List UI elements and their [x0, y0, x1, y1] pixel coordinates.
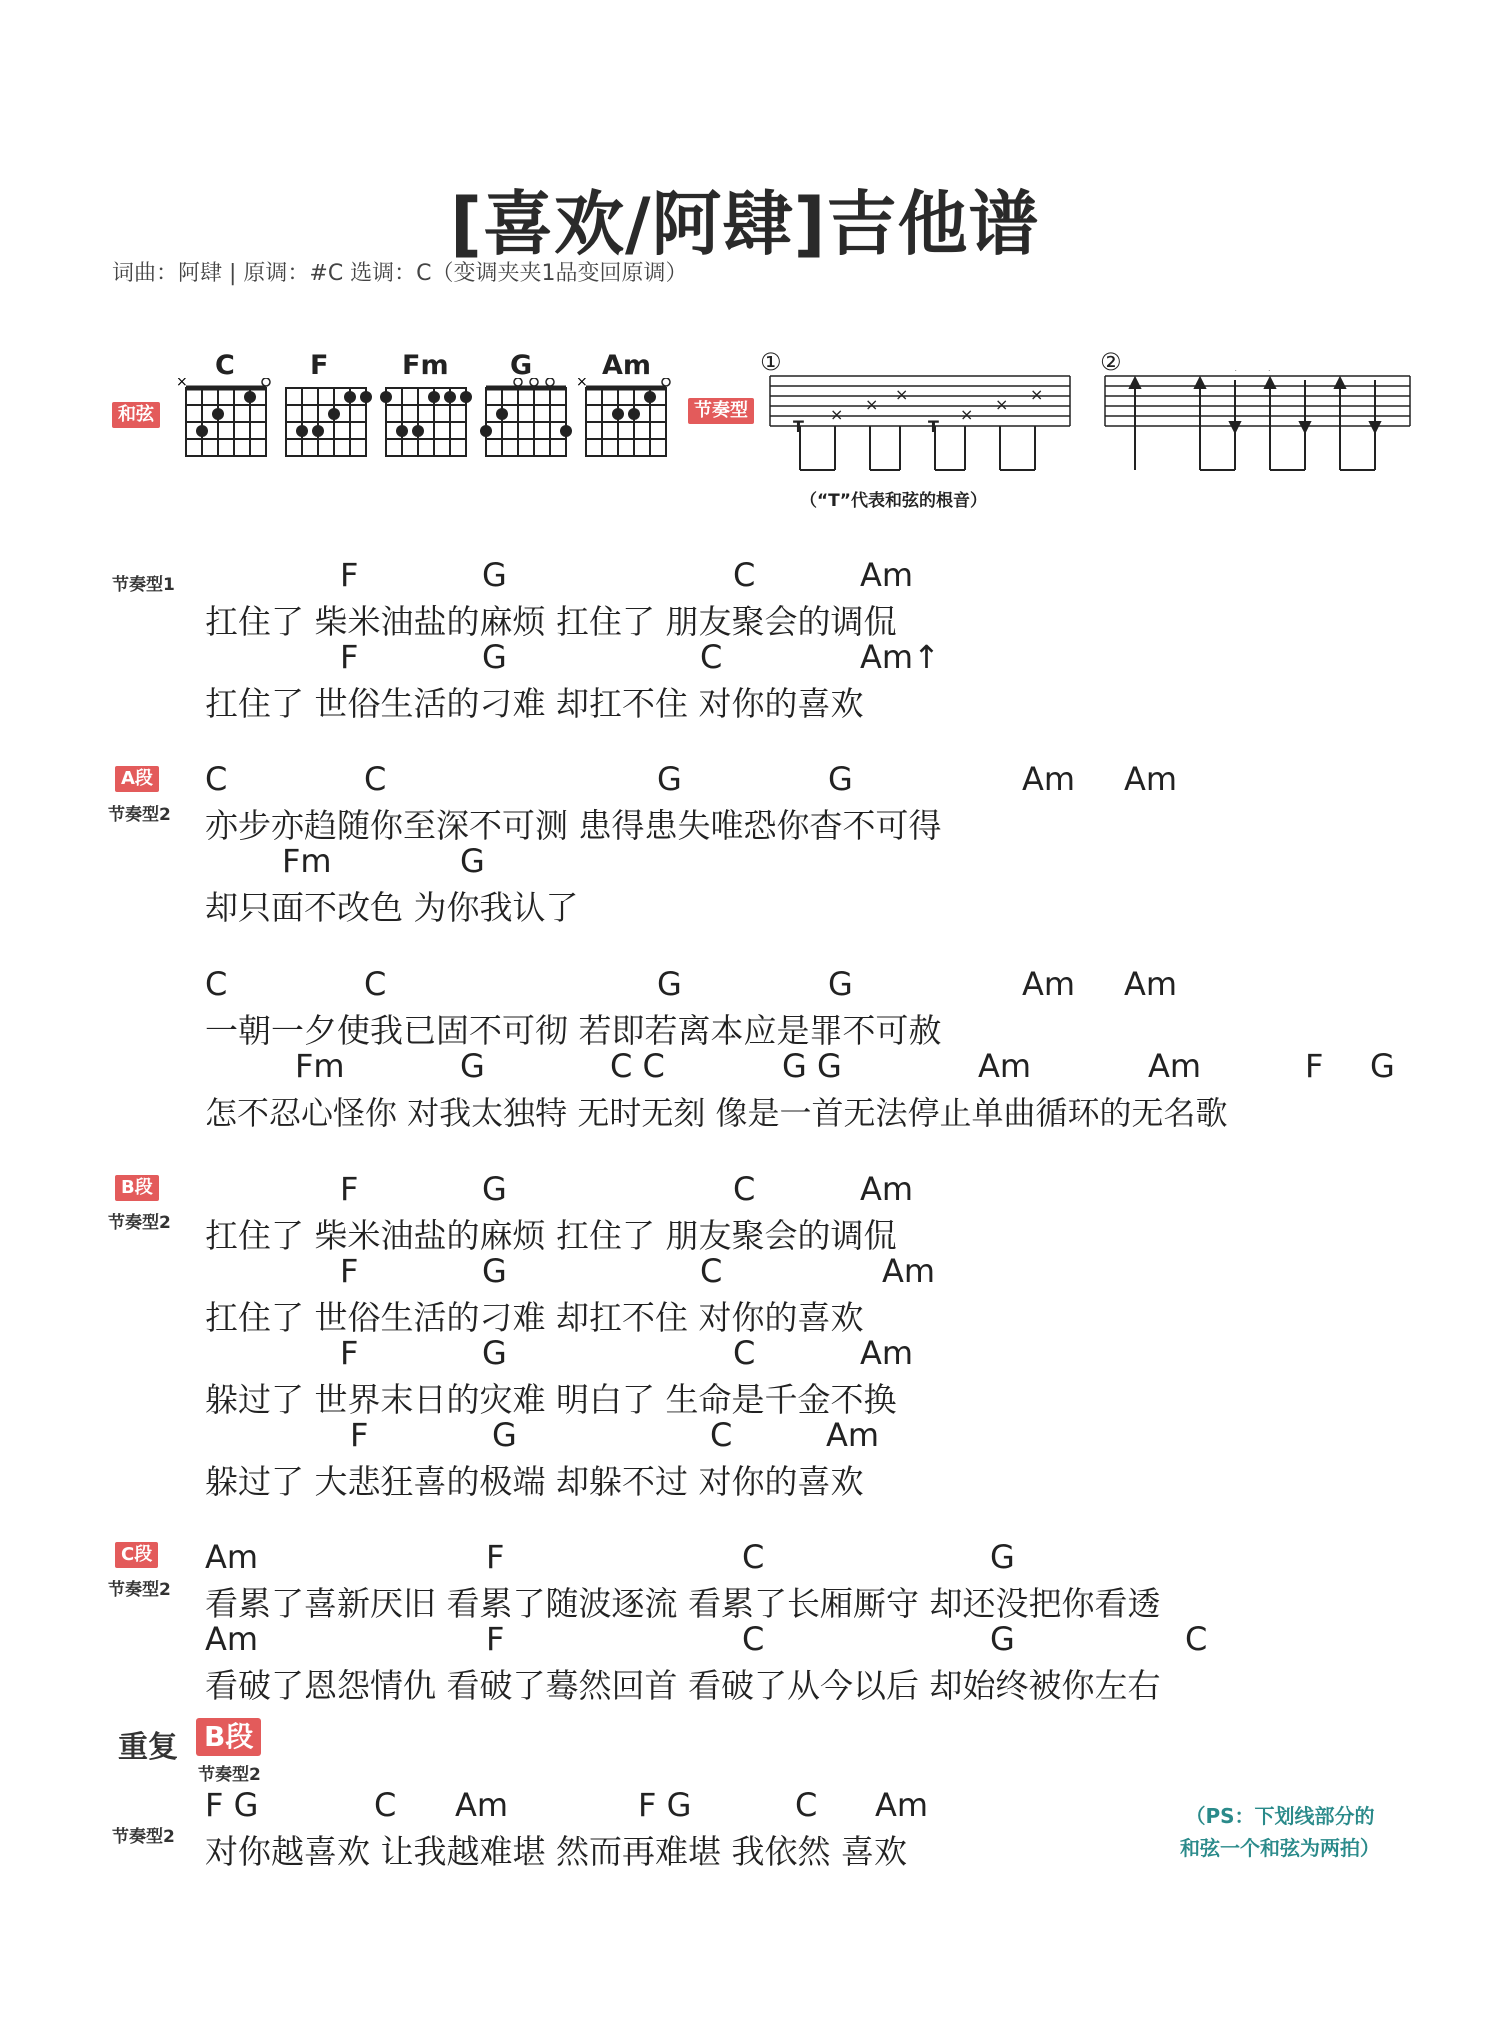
chord-label: C [205, 760, 228, 798]
chord-label: F [486, 1620, 505, 1658]
chords-badge: 和弦 [112, 402, 160, 428]
chord-label: Am [882, 1252, 936, 1290]
chord-label: Am [826, 1416, 880, 1454]
svg-text:×: × [176, 378, 188, 390]
chord-label: G [990, 1538, 1015, 1576]
chord-label: Am↑ [860, 638, 940, 676]
rhythm-pattern-label: 节奏型2 [198, 1765, 261, 1785]
tab-root-mark: T [793, 417, 804, 436]
chord-label: Am [1022, 760, 1076, 798]
chord-label: G G [782, 1047, 842, 1085]
chord-label: C [700, 638, 723, 676]
chord-label: G [828, 760, 853, 798]
chord-label: Am [205, 1620, 259, 1658]
chord-label: F [486, 1538, 505, 1576]
chord-name-f: F [310, 350, 329, 381]
chord-label: Am [205, 1538, 259, 1576]
chord-diagrams [176, 378, 676, 466]
chord-diagram-am [576, 378, 670, 456]
chord-label: G [460, 842, 485, 880]
lyric-line: 看累了喜新厌旧 看累了随波逐流 看累了长厢厮守 却还没把你看透 [205, 1584, 1161, 1623]
lyric-line: 躲过了 世界末日的灾难 明白了 生命是千金不换 [205, 1380, 897, 1419]
song-meta: 词曲：阿肆 | 原调：#C 选调：C（变调夹夹1品变回原调） [112, 261, 688, 286]
lyric-line: 一朝一夕使我已固不可彻 若即若离本应是罪不可赦 [205, 1011, 942, 1050]
lyric-line: 扛住了 世俗生活的刁难 却扛不住 对你的喜欢 [205, 1298, 864, 1337]
section-b-repeat-badge: B段 [196, 1718, 261, 1756]
chord-label: C [205, 965, 228, 1003]
chord-diagram-f [286, 388, 372, 456]
rhythm-badge: 节奏型 [688, 398, 754, 424]
chord-label: Am [1148, 1047, 1202, 1085]
section-a-badge: A段 [115, 766, 159, 792]
lyric-line: 对你越喜欢 让我越难堪 然而再难堪 我依然 喜欢 [205, 1832, 907, 1871]
chord-label: G [482, 556, 507, 594]
chord-label: Am [860, 1170, 914, 1208]
ps-note-line: （PS：下划线部分的 [1185, 1804, 1375, 1828]
rhythm-pattern-label: 节奏型2 [108, 805, 171, 825]
chord-label: C [795, 1786, 818, 1824]
section-c-badge: C段 [115, 1542, 158, 1568]
chord-label: C [733, 556, 756, 594]
chord-label: F [340, 638, 359, 676]
chord-label: G [657, 760, 682, 798]
chord-label: Am [455, 1786, 509, 1824]
chord-label: F [340, 556, 359, 594]
lyric-line: 怎不忍心怪你 对我太独特 无时无刻 像是一首无法停止单曲循环的无名歌 [205, 1094, 1228, 1132]
chord-label: C [1185, 1620, 1208, 1658]
pattern-two-number: ② [1100, 348, 1122, 376]
svg-text:×: × [960, 405, 974, 424]
chord-label: G [828, 965, 853, 1003]
chord-label: F [340, 1170, 359, 1208]
lyric-line: 扛住了 柴米油盐的麻烦 扛住了 朋友聚会的调侃 [205, 602, 897, 641]
page-title: [喜欢/阿肆]吉他谱 [450, 183, 1040, 265]
chord-label: C C [610, 1047, 665, 1085]
chord-label: G [482, 1252, 507, 1290]
repeat-label: 重复 [118, 1730, 178, 1765]
chord-label: C [733, 1334, 756, 1372]
chord-label: G [492, 1416, 517, 1454]
svg-text:×: × [576, 378, 588, 390]
chord-label: Am [860, 1334, 914, 1372]
chord-label: F [350, 1416, 369, 1454]
chord-name-fm: Fm [402, 350, 449, 381]
lyric-line: 扛住了 世俗生活的刁难 却扛不住 对你的喜欢 [205, 684, 864, 723]
chord-label: G [460, 1047, 485, 1085]
pattern-one-number: ① [760, 348, 782, 376]
lyric-line: 亦步亦趋随你至深不可测 患得患失唯恐你杳不可得 [205, 806, 942, 845]
chord-name-am: Am [602, 350, 652, 381]
chord-label: C [700, 1252, 723, 1290]
rhythm-pattern-two [1100, 370, 1420, 480]
chord-label: G [657, 965, 682, 1003]
chord-label: C [742, 1538, 765, 1576]
chord-diagram-g [480, 378, 572, 456]
chord-label: G [990, 1620, 1015, 1658]
chord-label: C [364, 760, 387, 798]
svg-text:×: × [995, 395, 1009, 414]
chord-label: Am [860, 556, 914, 594]
chord-label: C [742, 1620, 765, 1658]
svg-text:×: × [830, 405, 844, 424]
chord-label: G [482, 638, 507, 676]
chord-label: G [482, 1170, 507, 1208]
ps-note [1160, 1800, 1400, 1864]
lyric-line: 看破了恩怨情仇 看破了蓦然回首 看破了从今以后 却始终被你左右 [205, 1666, 1161, 1705]
chord-label: F [1305, 1047, 1324, 1085]
chord-diagram-c [176, 378, 270, 456]
svg-text:×: × [1030, 385, 1044, 404]
chord-label: G [1370, 1047, 1395, 1085]
chord-label: Fm [282, 842, 332, 880]
chord-label: F G [205, 1786, 259, 1824]
chord-name-g: G [510, 350, 533, 381]
chord-label: C [733, 1170, 756, 1208]
chord-label: C [710, 1416, 733, 1454]
lyric-line: 扛住了 柴米油盐的麻烦 扛住了 朋友聚会的调侃 [205, 1216, 897, 1255]
chord-label: F [340, 1334, 359, 1372]
chord-label: Am [1022, 965, 1076, 1003]
chord-label: C [374, 1786, 397, 1824]
chord-label: F [340, 1252, 359, 1290]
rhythm-pattern-label: 节奏型2 [108, 1580, 171, 1600]
rhythm-pattern-label: 节奏型2 [108, 1213, 171, 1233]
chord-name-c: C [215, 350, 235, 381]
chord-diagram-fm [380, 388, 472, 456]
tab-root-mark: T [928, 417, 939, 436]
chord-label: Am [1124, 760, 1178, 798]
svg-text:×: × [865, 395, 879, 414]
chord-label: C [364, 965, 387, 1003]
ps-note-line: 和弦一个和弦为两拍） [1180, 1836, 1380, 1860]
svg-text:×: × [895, 385, 909, 404]
chord-label: F G [638, 1786, 692, 1824]
chord-label: Fm [295, 1047, 345, 1085]
chord-label: G [482, 1334, 507, 1372]
root-note-caption: （“T”代表和弦的根音） [800, 491, 987, 511]
lyric-line: 却只面不改色 为你我认了 [205, 888, 579, 927]
lyric-line: 躲过了 大悲狂喜的极端 却躲不过 对你的喜欢 [205, 1462, 864, 1501]
rhythm-pattern-one [760, 370, 1080, 480]
chord-label: Am [875, 1786, 929, 1824]
section-b-badge: B段 [115, 1175, 159, 1201]
rhythm-pattern-label: 节奏型1 [112, 575, 175, 595]
rhythm-pattern-label: 节奏型2 [112, 1827, 175, 1847]
chord-label: Am [978, 1047, 1032, 1085]
chord-label: Am [1124, 965, 1178, 1003]
